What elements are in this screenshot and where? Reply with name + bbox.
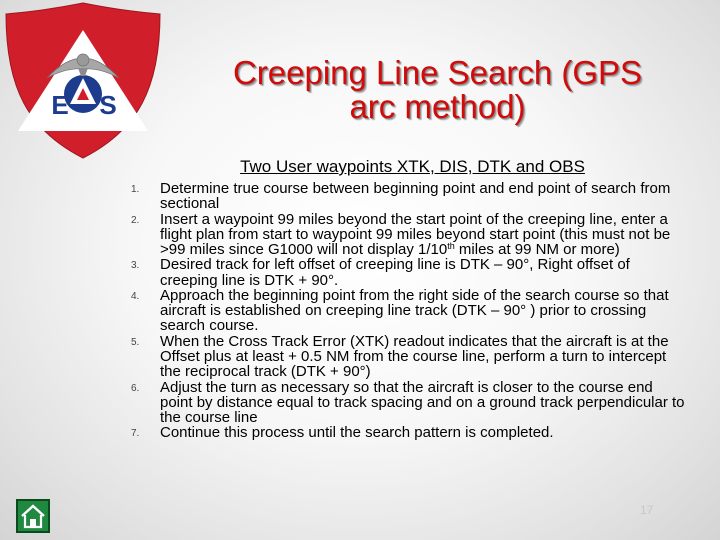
- home-button[interactable]: [16, 499, 50, 533]
- slide-title-line2: arc method): [349, 88, 526, 125]
- step-text: Adjust the turn as necessary so that the aircraft is closer to the course end point by distance equal to track spacing and on a ground track perpendicular to the course line: [160, 378, 685, 426]
- slide-subtitle: Two User waypoints XTK, DIS, DTK and OBS: [240, 157, 585, 176]
- step-number: 6.: [131, 382, 140, 394]
- steps-list: [118, 181, 688, 441]
- step-text: Determine true course between beginning point and end point of search from sectional: [160, 180, 671, 213]
- step-text: Approach the beginning point from the right side of the search course so that aircraft is established on creeping line track (DTK – 90° ) prior to crossing search course.: [160, 286, 669, 335]
- step-number: 1.: [131, 184, 140, 195]
- es-logo: [2, 0, 165, 162]
- list-item: [118, 288, 688, 334]
- step-text-superscript: th: [447, 241, 455, 251]
- step-number: 2.: [131, 214, 140, 226]
- step-number: 3.: [131, 260, 140, 272]
- list-item: [118, 212, 688, 258]
- step-text: Desired track for left offset of creeping line is DTK – 90°, Right offset of creeping line is DTK + 90°.: [160, 256, 630, 289]
- step-text-tail: miles at 99 NM or more): [454, 241, 620, 258]
- list-item: [118, 334, 688, 380]
- list-item: [118, 257, 688, 287]
- step-text: When the Cross Track Error (XTK) readout indicates that the aircraft is at the Offset plus at least + 0.5 NM from the course line, perform a turn to intercept the reciprocal track (DTK + 90°): [160, 332, 669, 381]
- home-icon: [18, 501, 48, 531]
- list-item: [118, 425, 688, 440]
- list-item: [118, 380, 688, 426]
- logo-letter-s: S: [99, 90, 117, 120]
- step-number: 5.: [131, 336, 140, 348]
- step-text: Insert a waypoint 99 miles beyond the start point of the creeping line, enter a flight plan from start to waypoint 99 miles beyond start point (this must not be >99 miles since G1000 will not display 1/10: [160, 210, 671, 258]
- logo-letter-e: E: [51, 90, 69, 120]
- step-number: 7.: [131, 428, 140, 440]
- list-item: [118, 181, 688, 211]
- step-number: 4.: [131, 290, 140, 302]
- slide-title: [165, 56, 710, 124]
- slide-title-line1: Creeping Line Search (GPS: [232, 54, 643, 91]
- page-number: 17: [640, 503, 654, 517]
- step-text: Continue this process until the search pattern is completed.: [160, 424, 554, 442]
